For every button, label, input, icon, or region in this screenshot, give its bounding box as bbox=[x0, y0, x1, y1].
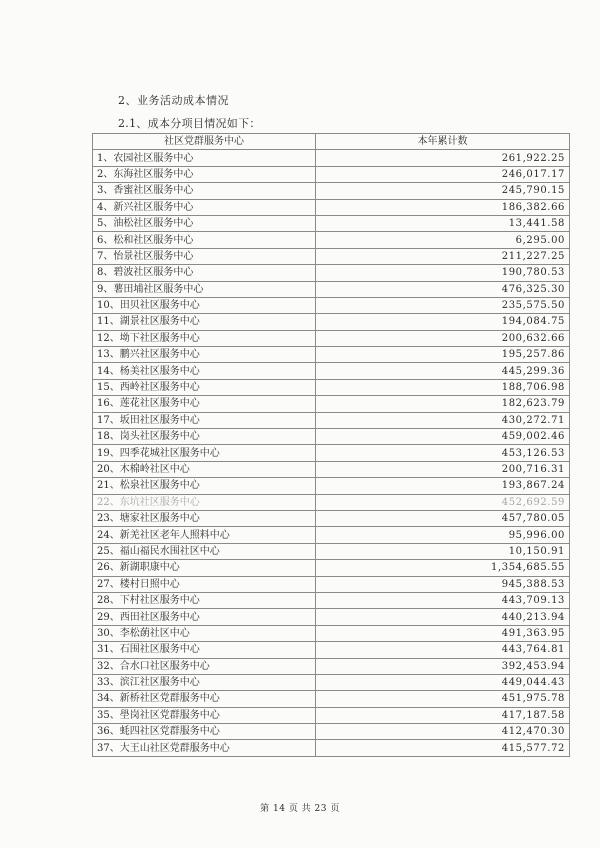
table-row bbox=[93, 396, 570, 412]
center-name-cell: 23、塘家社区服务中心 bbox=[93, 510, 316, 526]
center-name-cell: 7、怡景社区服务中心 bbox=[93, 248, 316, 264]
table-row bbox=[93, 183, 570, 199]
table-row bbox=[93, 281, 570, 297]
center-name-cell: 33、滨江社区服务中心 bbox=[93, 674, 316, 690]
page-footer: 第 14 页 共 23 页 bbox=[260, 804, 340, 814]
amount-cell: 188,706.98 bbox=[316, 379, 570, 395]
table-row bbox=[93, 609, 570, 625]
table-row bbox=[93, 215, 570, 231]
amount-cell: 246,017.17 bbox=[316, 166, 570, 182]
amount-cell: 211,227.25 bbox=[316, 248, 570, 264]
center-name-cell: 18、岗头社区服务中心 bbox=[93, 429, 316, 445]
table-row bbox=[93, 560, 570, 576]
center-name-cell: 2、东海社区服务中心 bbox=[93, 166, 316, 182]
table-row bbox=[93, 363, 570, 379]
center-name-cell: 27、楼村日照中心 bbox=[93, 576, 316, 592]
table-row bbox=[93, 347, 570, 363]
center-name-cell: 5、油松社区服务中心 bbox=[93, 215, 316, 231]
table-row bbox=[93, 527, 570, 543]
center-name-cell: 17、坂田社区服务中心 bbox=[93, 412, 316, 428]
amount-cell: 443,709.13 bbox=[316, 592, 570, 608]
table-row bbox=[93, 199, 570, 215]
amount-cell: 392,453.94 bbox=[316, 658, 570, 674]
amount-cell: 445,299.36 bbox=[316, 363, 570, 379]
center-name-cell: 8、碧波社区服务中心 bbox=[93, 265, 316, 281]
amount-cell: 452,692.59 bbox=[316, 494, 570, 510]
table-row bbox=[93, 314, 570, 330]
center-name-cell: 14、杨美社区服务中心 bbox=[93, 363, 316, 379]
table-row bbox=[93, 330, 570, 346]
center-name-cell: 30、李松蓢社区中心 bbox=[93, 625, 316, 641]
center-name-cell: 37、大王山社区党群服务中心 bbox=[93, 740, 316, 756]
table-row bbox=[93, 429, 570, 445]
table-row bbox=[93, 494, 570, 510]
amount-cell: 261,922.25 bbox=[316, 150, 570, 166]
center-name-cell: 9、薯田埔社区服务中心 bbox=[93, 281, 316, 297]
amount-cell: 193,867.24 bbox=[316, 478, 570, 494]
section-heading: 2、业务活动成本情况 bbox=[118, 94, 229, 107]
center-name-cell: 20、木棉岭社区中心 bbox=[93, 461, 316, 477]
table-row bbox=[93, 592, 570, 608]
table-row bbox=[93, 265, 570, 281]
table-row bbox=[93, 707, 570, 723]
amount-cell: 415,577.72 bbox=[316, 740, 570, 756]
table-row bbox=[93, 658, 570, 674]
center-name-cell: 22、东坑社区服务中心 bbox=[93, 494, 316, 510]
center-name-cell: 28、下村社区服务中心 bbox=[93, 592, 316, 608]
amount-cell: 245,790.15 bbox=[316, 183, 570, 199]
table-row bbox=[93, 740, 570, 756]
table-row bbox=[93, 724, 570, 740]
table-row bbox=[93, 642, 570, 658]
center-name-cell: 21、松泉社区服务中心 bbox=[93, 478, 316, 494]
amount-cell: 235,575.50 bbox=[316, 297, 570, 313]
center-name-cell: 19、四季花城社区服务中心 bbox=[93, 445, 316, 461]
table-row bbox=[93, 691, 570, 707]
amount-cell: 6,295.00 bbox=[316, 232, 570, 248]
amount-cell: 190,780.53 bbox=[316, 265, 570, 281]
amount-cell: 417,187.58 bbox=[316, 707, 570, 723]
table-row bbox=[93, 248, 570, 264]
table-row bbox=[93, 478, 570, 494]
amount-cell: 412,470.30 bbox=[316, 724, 570, 740]
center-name-cell: 3、香蜜社区服务中心 bbox=[93, 183, 316, 199]
cost-table bbox=[92, 133, 570, 757]
center-name-cell: 10、田贝社区服务中心 bbox=[93, 297, 316, 313]
table-row bbox=[93, 674, 570, 690]
amount-cell: 451,975.78 bbox=[316, 691, 570, 707]
amount-cell: 95,996.00 bbox=[316, 527, 570, 543]
amount-cell: 491,363.95 bbox=[316, 625, 570, 641]
center-name-cell: 11、湖景社区服务中心 bbox=[93, 314, 316, 330]
table-row bbox=[93, 166, 570, 182]
amount-cell: 200,632.66 bbox=[316, 330, 570, 346]
column-header-center: 社区党群服务中心 bbox=[93, 134, 316, 150]
amount-cell: 1,354,685.55 bbox=[316, 560, 570, 576]
amount-cell: 453,126.53 bbox=[316, 445, 570, 461]
center-name-cell: 1、农园社区服务中心 bbox=[93, 150, 316, 166]
amount-cell: 476,325.30 bbox=[316, 281, 570, 297]
amount-cell: 443,764.81 bbox=[316, 642, 570, 658]
amount-cell: 457,780.05 bbox=[316, 510, 570, 526]
center-name-cell: 26、新湖职康中心 bbox=[93, 560, 316, 576]
table-row bbox=[93, 150, 570, 166]
table-body bbox=[93, 150, 570, 756]
table-row bbox=[93, 543, 570, 559]
table-row bbox=[93, 625, 570, 641]
center-name-cell: 36、蚝四社区党群服务中心 bbox=[93, 724, 316, 740]
table-row bbox=[93, 576, 570, 592]
table-row bbox=[93, 379, 570, 395]
section-subheading: 2.1、成本分项目情况如下： bbox=[118, 117, 261, 130]
center-name-cell: 29、西田社区服务中心 bbox=[93, 609, 316, 625]
table-row bbox=[93, 297, 570, 313]
table-row bbox=[93, 412, 570, 428]
amount-cell: 200,716.31 bbox=[316, 461, 570, 477]
center-name-cell: 31、石围社区服务中心 bbox=[93, 642, 316, 658]
center-name-cell: 16、莲花社区服务中心 bbox=[93, 396, 316, 412]
column-header-amount: 本年累计数 bbox=[316, 134, 570, 150]
center-name-cell: 34、新桥社区党群服务中心 bbox=[93, 691, 316, 707]
center-name-cell: 25、福山福民水围社区中心 bbox=[93, 543, 316, 559]
amount-cell: 430,272.71 bbox=[316, 412, 570, 428]
amount-cell: 10,150.91 bbox=[316, 543, 570, 559]
center-name-cell: 15、西岭社区服务中心 bbox=[93, 379, 316, 395]
amount-cell: 194,084.75 bbox=[316, 314, 570, 330]
amount-cell: 13,441.58 bbox=[316, 215, 570, 231]
center-name-cell: 35、壆岗社区党群服务中心 bbox=[93, 707, 316, 723]
table-row bbox=[93, 232, 570, 248]
amount-cell: 459,002.46 bbox=[316, 429, 570, 445]
center-name-cell: 24、新羌社区老年人照料中心 bbox=[93, 527, 316, 543]
table-header-row bbox=[93, 134, 570, 150]
amount-cell: 449,044.43 bbox=[316, 674, 570, 690]
table-row bbox=[93, 445, 570, 461]
amount-cell: 440,213.94 bbox=[316, 609, 570, 625]
center-name-cell: 12、坳下社区服务中心 bbox=[93, 330, 316, 346]
table-row bbox=[93, 510, 570, 526]
table-row bbox=[93, 461, 570, 477]
amount-cell: 182,623.79 bbox=[316, 396, 570, 412]
amount-cell: 945,388.53 bbox=[316, 576, 570, 592]
amount-cell: 195,257.86 bbox=[316, 347, 570, 363]
center-name-cell: 6、松和社区服务中心 bbox=[93, 232, 316, 248]
center-name-cell: 4、新兴社区服务中心 bbox=[93, 199, 316, 215]
center-name-cell: 32、合水口社区服务中心 bbox=[93, 658, 316, 674]
amount-cell: 186,382.66 bbox=[316, 199, 570, 215]
center-name-cell: 13、鹏兴社区服务中心 bbox=[93, 347, 316, 363]
